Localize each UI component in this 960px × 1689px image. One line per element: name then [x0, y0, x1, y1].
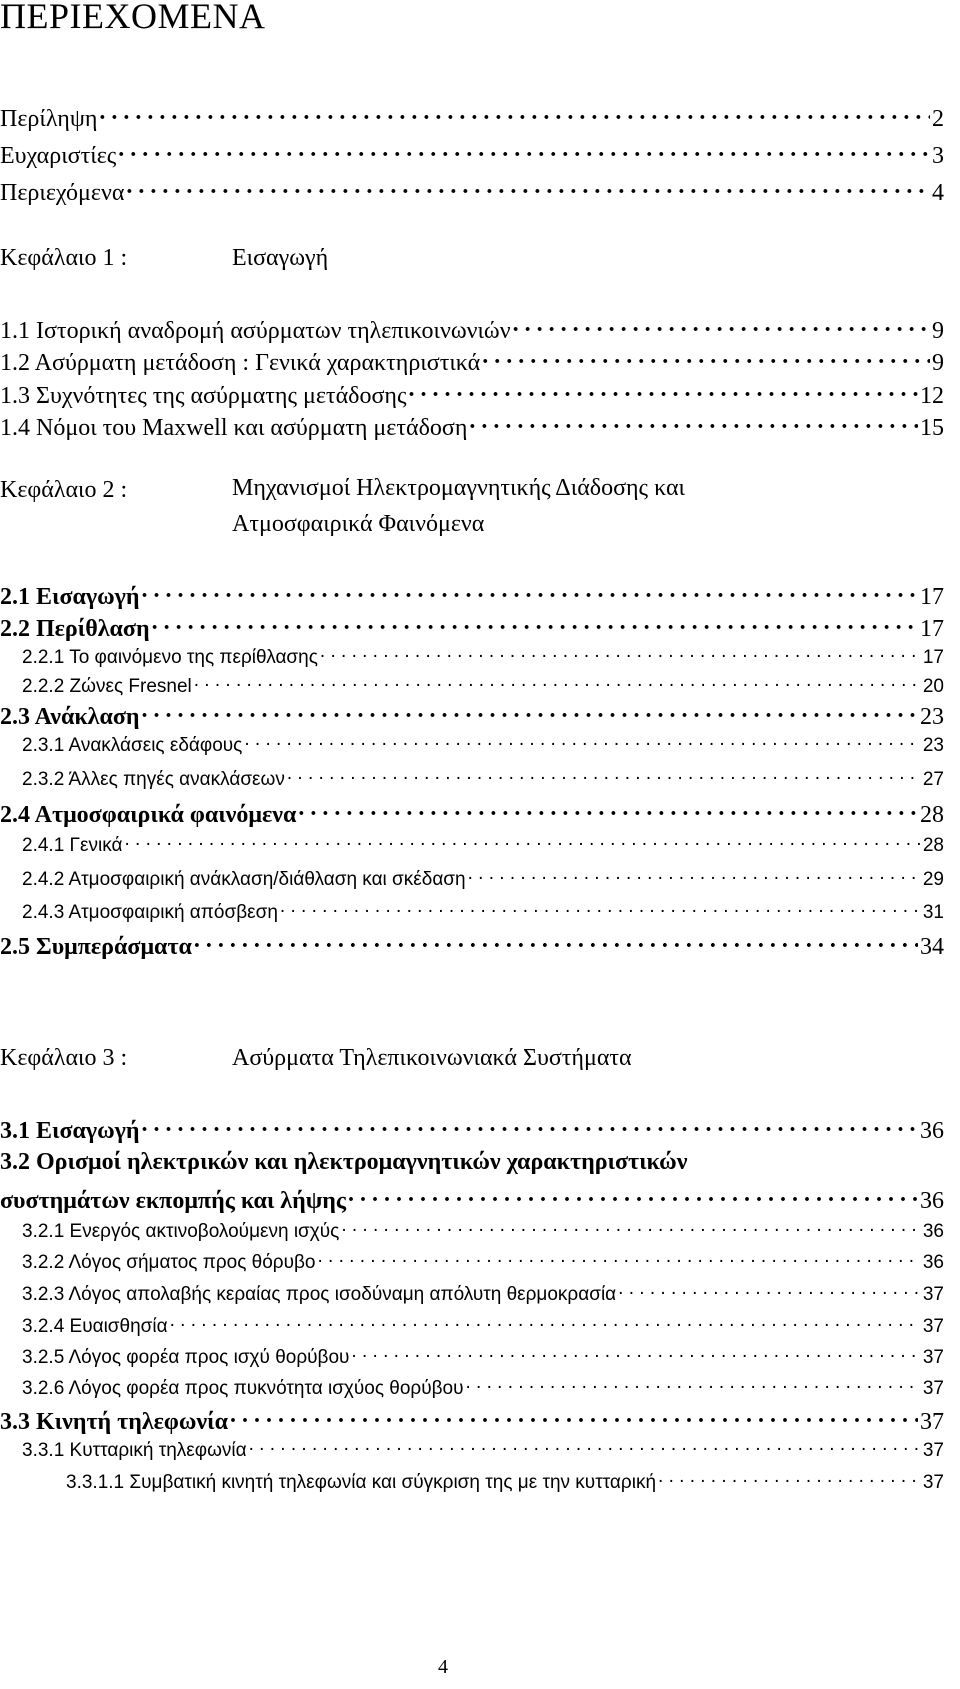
- toc-entry: 3.2 Ορισμοί ηλεκτρικών και ηλεκτρομαγνητικών χαρακτηριστικών: [0, 1149, 688, 1175]
- toc-entry: 2.5 Συμπεράσματα . . . 34: [0, 928, 944, 961]
- toc-entry: 3.3 Κινητή τηλεφωνία . . . 37: [0, 1403, 944, 1436]
- toc-entry: 1.4 Νόμοι του Maxwell και ασύρματη μετάδοση . . . 15: [0, 409, 944, 442]
- toc-entry: 2.3 Ανάκλαση . . . 23: [0, 698, 944, 731]
- toc-entry: 2.2.1 Το φαινόμενο της περίθλασης . . . 17: [22, 642, 944, 669]
- toc-entry: 1.1 Ιστορική αναδρομή ασύρματων τηλεπικοινωνιών . . . 9: [0, 312, 944, 345]
- toc-entry: 3.2.1 Ενεργός ακτινοβολούμενη ισχύς . . . 36: [22, 1216, 944, 1243]
- toc-entry: 2.4 Ατμοσφαιρικά φαινόμενα . . . 28: [0, 796, 944, 829]
- chapter-title: Ασύρματα Τηλεπικοινωνιακά Συστήματα: [232, 1045, 632, 1071]
- toc-entry: συστημάτων εκπομπής και λήψης . . . 36: [0, 1182, 944, 1215]
- chapter-label: Κεφάλαιο 1 :: [0, 245, 128, 271]
- toc-entry: Ευχαριστίες . . . 3: [0, 137, 944, 170]
- toc-entry: 2.3.1 Ανακλάσεις εδάφους . . . 23: [22, 730, 944, 757]
- toc-entry: 3.2.6 Λόγος φορέα προς πυκνότητα ισχύος θορύβου . . . 37: [22, 1373, 944, 1400]
- toc-entry: Περιεχόμενα . . . 4: [0, 174, 944, 207]
- toc-entry: 3.2.5 Λόγος φορέα προς ισχύ θορύβου . . . 37: [22, 1342, 944, 1369]
- toc-entry: 2.1 Εισαγωγή . . . 17: [0, 578, 944, 611]
- chapter-label: Κεφάλαιο 2 :: [0, 477, 128, 503]
- toc-entry: 3.2.3 Λόγος απολαβής κεραίας προς ισοδύναμη απόλυτη θερμοκρασία . . . 37: [22, 1279, 944, 1306]
- toc-entry: 2.2 Περίθλαση . . . 17: [0, 610, 944, 643]
- toc-entry: 3.3.1 Κυτταρική τηλεφωνία . . . 37: [22, 1435, 944, 1462]
- toc-entry: 3.3.1.1 Συμβατική κινητή τηλεφωνία και σύγκριση της με την κυτταρική . . . 37: [66, 1467, 944, 1494]
- toc-entry: 1.3 Συχνότητες της ασύρματης μετάδοσης . . . 12: [0, 377, 944, 410]
- toc-entry: 3.2.4 Ευαισθησία . . . 37: [22, 1311, 944, 1338]
- toc-entry: 2.4.2 Ατμοσφαιρική ανάκλαση/διάθλαση και σκέδαση . . . 29: [22, 864, 944, 891]
- chapter-title: Μηχανισμοί Ηλεκτρομαγνητικής Διάδοσης και Ατμοσφαιρικά Φαινόμενα: [232, 475, 685, 537]
- toc-entry: 1.2 Ασύρματη μετάδοση : Γενικά χαρακτηριστικά . . . 9: [0, 344, 944, 377]
- chapter-title: Εισαγωγή: [232, 245, 329, 271]
- toc-entry: 2.2.2 Ζώνες Fresnel . . . 20: [22, 671, 944, 698]
- chapter-label: Κεφάλαιο 3 :: [0, 1045, 128, 1071]
- page-number: 4: [438, 1656, 448, 1678]
- toc-entry: Περίληψη . . . 2: [0, 100, 944, 133]
- toc-entry: 2.4.3 Ατμοσφαιρική απόσβεση . . . 31: [22, 897, 944, 924]
- toc-entry: 3.1 Εισαγωγή . . . 36: [0, 1112, 944, 1145]
- toc-entry: 2.4.1 Γενικά . . . 28: [22, 830, 944, 857]
- toc-title: ΠΕΡΙΕΧΟΜΕΝΑ: [0, 0, 266, 36]
- toc-entry: 2.3.2 Άλλες πηγές ανακλάσεων . . . 27: [22, 764, 944, 791]
- toc-entry: 3.2.2 Λόγος σήματος προς θόρυβο . . . 36: [22, 1247, 944, 1274]
